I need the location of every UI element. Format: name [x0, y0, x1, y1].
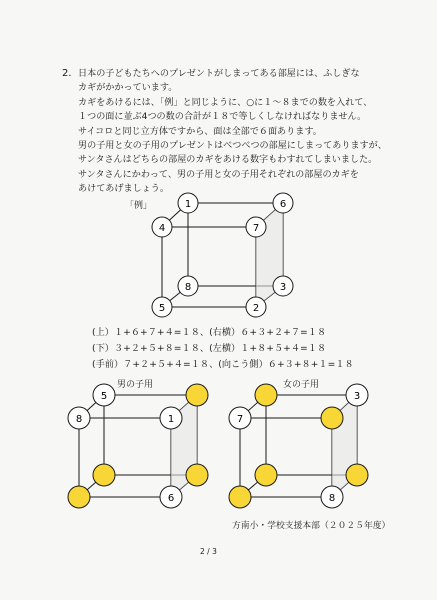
girls-label: 女の子用	[283, 380, 320, 390]
svg-text:5: 5	[158, 303, 166, 314]
question-line: 男の子用と女の子用のプレゼントはべつべつの部屋にしまってありますが、	[78, 141, 387, 152]
number-circle	[346, 384, 368, 406]
blank-circle[interactable]	[255, 464, 277, 486]
blank-circle[interactable]	[229, 486, 251, 508]
question-line: サイコロと同じ立方体ですから、面は全部で６面あります。	[78, 126, 322, 137]
svg-text:3: 3	[279, 282, 287, 293]
footer-credit: 方南小・学校支援本部（２０２５年度）	[232, 521, 391, 531]
svg-text:7: 7	[236, 414, 244, 425]
number-circle	[229, 407, 251, 429]
page-number: 2 / 3	[200, 547, 217, 556]
svg-text:2: 2	[252, 303, 260, 314]
svg-text:4: 4	[158, 223, 166, 234]
example-equation: (手前）７+２+５+４=１８、(向こう側）６+３+８+１=１８	[92, 359, 354, 370]
svg-text:6: 6	[279, 199, 287, 210]
blank-circle[interactable]	[321, 407, 343, 429]
question-line: １つの面に並ぶ4つの数の合計が１８で等しくしなければなりません。	[78, 112, 367, 123]
question-line: カギをあけるには、「例」と同じように、○に１～８までの数を入れて、	[78, 97, 373, 108]
svg-text:8: 8	[75, 414, 83, 425]
question-line: サンタさんはどちらの部屋のカギをあける数字もわすれてしまいました。	[78, 155, 378, 166]
svg-text:8: 8	[184, 282, 192, 293]
svg-text:8: 8	[328, 493, 336, 504]
svg-text:1: 1	[167, 414, 175, 425]
boys-label: 男の子用	[117, 380, 154, 390]
question-line: サンタさんにかわって、男の子用と女の子用それぞれの部屋のカギを	[78, 169, 359, 180]
example-label: 「例」	[125, 201, 153, 211]
question-line: あけてあげましょう。	[78, 184, 169, 195]
svg-text:5: 5	[100, 391, 108, 402]
svg-text:3: 3	[353, 391, 361, 402]
blank-circle[interactable]	[255, 384, 277, 406]
svg-text:1: 1	[184, 199, 192, 210]
number-circle	[321, 486, 343, 508]
svg-text:7: 7	[252, 223, 260, 234]
blank-circle[interactable]	[346, 464, 368, 486]
question-number: 2.	[62, 68, 72, 79]
example-equation: (下）３+２+５+８=１８、(左横）１+８+５+４=１８	[92, 343, 327, 354]
example-equation: (上）１+６+７+４=１８、(右横）６+３+２+７=１８	[92, 327, 327, 338]
question-line: 日本の子どもたちへのプレゼントがしまってある部屋には、ふしぎな	[78, 69, 360, 79]
svg-text:6: 6	[167, 493, 175, 504]
question-line: カギがかかっています。	[78, 83, 178, 94]
